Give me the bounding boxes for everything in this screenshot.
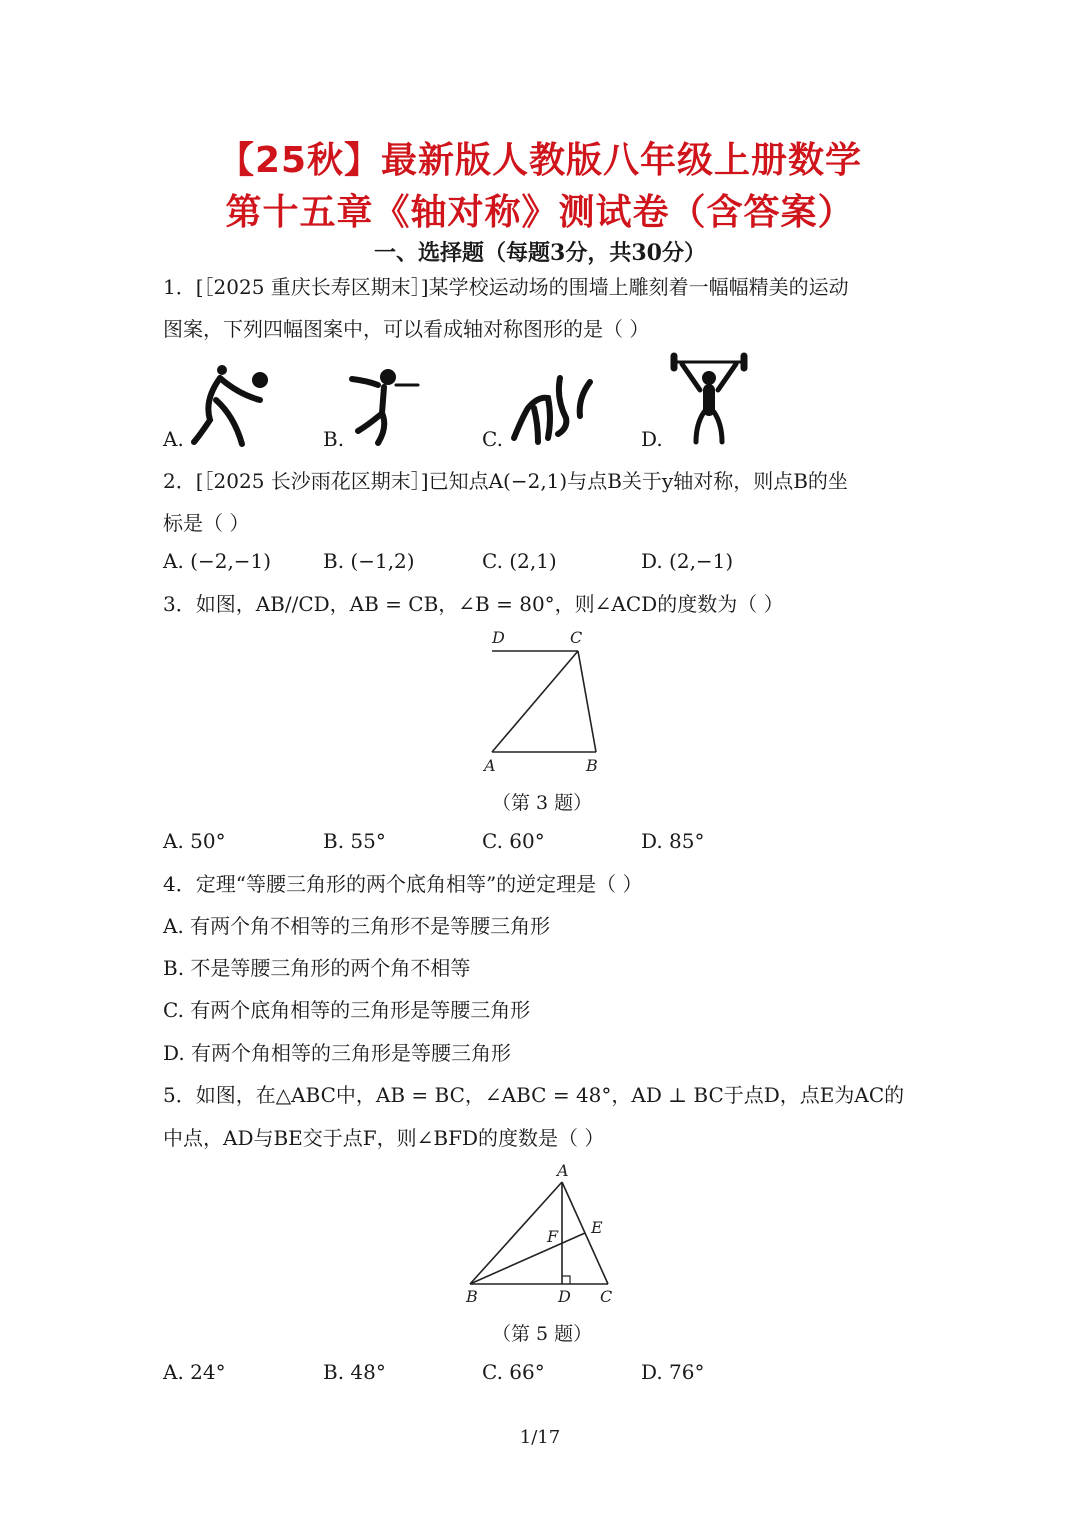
q1-text: 1．[［2025 重庆长寿区期末］]某学校运动场的围墙上雕刻着一幅幅精美的运动 bbox=[163, 275, 849, 299]
q5-label-d: D bbox=[558, 1287, 571, 1306]
weightlifting-pictogram-icon bbox=[668, 354, 750, 446]
q1-option-c: C. bbox=[482, 427, 503, 451]
q4-option-a: A. 有两个角不相等的三角形不是等腰三角形 bbox=[163, 914, 551, 938]
q3-label-b: B bbox=[586, 756, 598, 775]
q1-option-d: D. bbox=[641, 427, 663, 451]
q3-option-a: A. 50° bbox=[163, 829, 226, 853]
q5-figure bbox=[460, 1160, 630, 1310]
q3-label-d: D bbox=[492, 628, 505, 647]
q5-caption: （第 5 题） bbox=[492, 1323, 593, 1345]
q5-text-cont: 中点，AD与BE交于点F，则∠BFD的度数是（ ） bbox=[163, 1126, 605, 1150]
q4-option-c: C. 有两个底角相等的三角形是等腰三角形 bbox=[163, 998, 531, 1022]
judo-pictogram-icon bbox=[508, 368, 603, 448]
q5-label-f: F bbox=[547, 1227, 559, 1246]
page-number: 1/17 bbox=[519, 1427, 561, 1448]
q5-option-c: C. 66° bbox=[482, 1360, 545, 1384]
q1-text-cont: 图案，下列四幅图案中，可以看成轴对称图形的是（ ） bbox=[163, 317, 650, 341]
q1-option-b: B. bbox=[323, 427, 345, 451]
q4-option-d: D. 有两个角相等的三角形是等腰三角形 bbox=[163, 1041, 512, 1065]
q5-label-e: E bbox=[591, 1218, 603, 1237]
q2-option-d: D. (2,−1) bbox=[641, 549, 734, 573]
q3-caption: （第 3 题） bbox=[492, 792, 593, 814]
table-tennis-pictogram-icon bbox=[348, 365, 428, 450]
q2-text: 2．[［2025 长沙雨花区期末］]已知点A(−2,1)与点B关于y轴对称，则点B的坐 bbox=[163, 469, 848, 493]
q5-option-d: D. 76° bbox=[641, 1360, 705, 1384]
q3-option-d: D. 85° bbox=[641, 829, 705, 853]
q3-label-a: A bbox=[484, 756, 496, 775]
q5-option-a: A. 24° bbox=[163, 1360, 226, 1384]
q3-label-c: C bbox=[570, 628, 583, 647]
section-heading: 一、选择题（每题3分，共30分） bbox=[374, 240, 706, 266]
q2-option-c: C. (2,1) bbox=[482, 549, 557, 573]
q5-label-b: B bbox=[466, 1287, 478, 1306]
q2-option-a: A. (−2,−1) bbox=[163, 549, 272, 573]
q4-option-b: B. 不是等腰三角形的两个角不相等 bbox=[163, 956, 471, 980]
volleyball-pictogram-icon bbox=[190, 360, 280, 450]
q5-text: 5．如图，在△ABC中，AB = BC，∠ABC = 48°，AD ⊥ BC于点D，点E为AC的 bbox=[163, 1083, 905, 1107]
q4-text: 4．定理“等腰三角形的两个底角相等”的逆定理是（ ） bbox=[163, 872, 643, 896]
q5-label-a: A bbox=[557, 1161, 569, 1180]
q3-option-b: B. 55° bbox=[323, 829, 386, 853]
q2-option-b: B. (−1,2) bbox=[323, 549, 415, 573]
q5-label-c: C bbox=[600, 1287, 613, 1306]
document-title-line2: 第十五章《轴对称》测试卷（含答案） bbox=[225, 192, 855, 233]
q3-option-c: C. 60° bbox=[482, 829, 545, 853]
q5-option-b: B. 48° bbox=[323, 1360, 386, 1384]
q3-figure bbox=[470, 625, 620, 780]
q2-text-cont: 标是（ ） bbox=[163, 511, 250, 535]
document-title-line1: 【25秋】最新版人教版八年级上册数学 bbox=[217, 140, 863, 181]
q3-text: 3．如图，AB//CD，AB = CB，∠B = 80°，则∠ACD的度数为（ ） bbox=[163, 592, 784, 616]
q1-option-a: A. bbox=[163, 427, 184, 451]
